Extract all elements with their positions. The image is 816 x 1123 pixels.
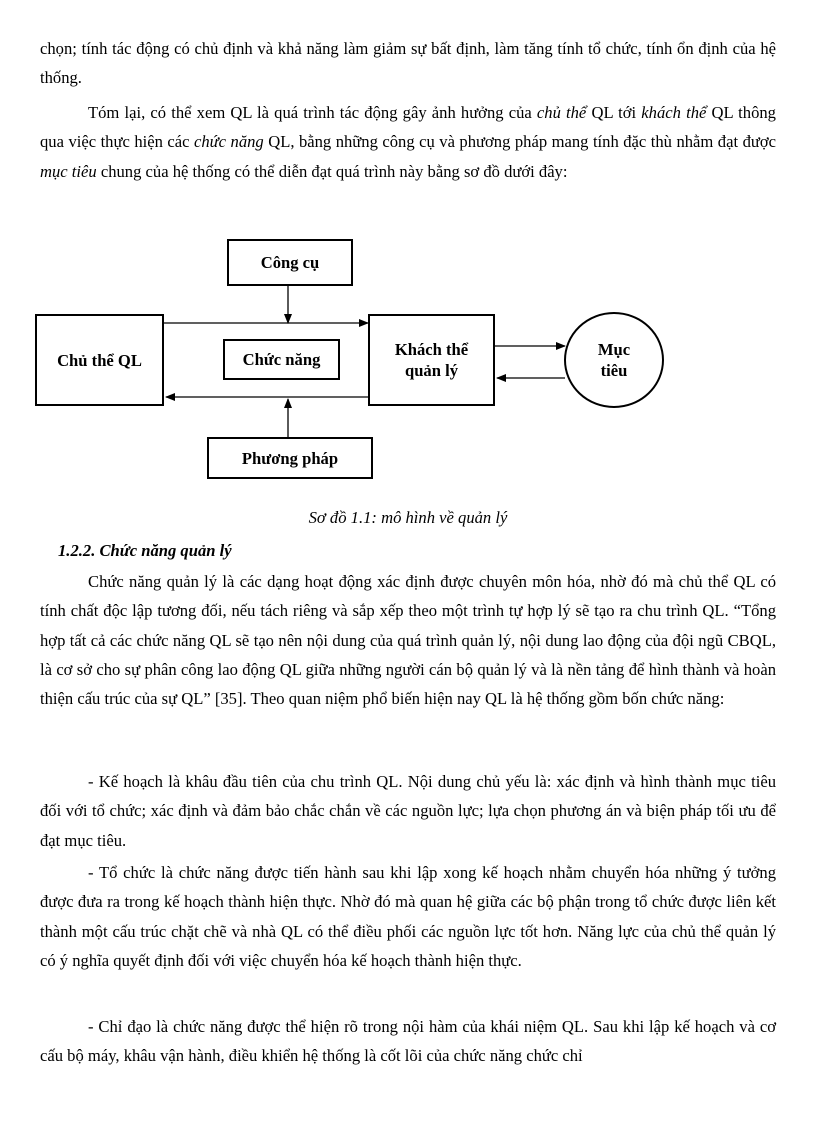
- p2-text-5: chung của hệ thống có thể diễn đạt quá trình này bằng sơ đồ dưới đây:: [96, 161, 568, 181]
- paragraph-4: - Kế hoạch là khâu đầu tiên của chu trình QL. Nội dung chủ yếu là: xác định và hình thành mục tiêu đối với tổ chức; xác định và đảm bảo chắc chắn về các nguồn lực; lựa chọn phương án và biện pháp tối ưu để đạt mục tiêu.: [40, 772, 776, 850]
- goal-label: [565, 313, 663, 407]
- p2-emphasis-chu-the: chủ thể: [536, 103, 587, 122]
- p2-emphasis-chuc-nang: chức năng: [193, 132, 264, 152]
- p2-emphasis-khach-the: khách thể: [641, 103, 707, 122]
- object-box: [368, 314, 495, 406]
- p2-emphasis-muc-tieu: mục tiêu: [40, 161, 97, 181]
- tool-label: Công cụ: [260, 253, 320, 272]
- object-label-line1: Khách thể: [394, 340, 469, 359]
- p2-text-1: Tóm lại, có thể xem QL là quá trình tác động gây ảnh hưởng của: [88, 103, 537, 122]
- method-label: Phương pháp: [241, 448, 339, 468]
- p2-text-3: QL thông qua việc thực hiện các: [40, 103, 776, 152]
- section-heading: 1.2.2. Chức năng quản lý: [58, 541, 232, 560]
- diagram-caption: Sơ đồ 1.1: mô hình về quản lý: [308, 508, 508, 527]
- paragraph-1: chọn; tính tác động có chủ định và khả năng làm giảm sự bất định, làm tăng tính tổ chức, tính ổn định của hệ thống.: [40, 39, 776, 88]
- paragraph-6: - Chỉ đạo là chức năng được thể hiện rõ trong nội hàm của khái niệm QL. Sau khi lập kế hoạch và cơ cấu bộ máy, khâu vận hành, điều khiển hệ thống là cốt lõi của chức năng chức chỉ: [40, 1017, 776, 1066]
- paragraph-3: Chức năng quản lý là các dạng hoạt động xác định được chuyên môn hóa, nhờ đó mà chủ thể QL có tính chất độc lập tương đối, nếu tách riêng và sắp xếp theo một trình tự hợp lý sẽ tạo ra chu trình QL. “Tổng hợp tất cả các chức năng QL sẽ tạo nên nội dung của quá trình quản lý, nội dung lao động của đội ngũ CBQL, là cơ sở cho sự phân công lao động QL giữa những người cán bộ quản lý và là nền tảng để hình thành và hoàn thiện cấu trúc của sự QL” [35]. Theo quan niệm phổ biến hiện nay QL là hệ thống gồm bốn chức năng:: [40, 572, 776, 709]
- goal-label-line1: Mục: [597, 340, 631, 359]
- p2-text-4: QL, bằng những công cụ và phương pháp mang tính đặc thù nhằm đạt được: [263, 132, 776, 152]
- tool-box: [227, 239, 353, 286]
- function-box: [223, 339, 340, 380]
- paragraph-5: - Tổ chức là chức năng được tiến hành sau khi lập xong kế hoạch nhằm chuyển hóa những ý tưởng được đưa ra trong kế hoạch thành hiện thực. Nhờ đó mà quan hệ giữa các bộ phận trong tổ chức được liên kết thành một cấu trúc chặt chẽ và nhà QL có thể điều phối các nguồn lực tốt hơn. Năng lực của chủ thể quản lý có ý nghĩa quyết định đối với việc chuyển hóa kế hoạch thành hiện thực.: [40, 863, 776, 970]
- subject-box: [35, 314, 164, 406]
- subject-label: Chủ thể QL: [57, 350, 142, 370]
- function-label: Chức năng: [242, 350, 321, 369]
- diagram-connectors: [0, 0, 816, 500]
- p2-text-2: QL tới: [586, 103, 642, 122]
- goal-label-line2: tiêu: [600, 361, 628, 380]
- method-box: [207, 437, 373, 479]
- object-label-line2: quản lý: [404, 361, 459, 380]
